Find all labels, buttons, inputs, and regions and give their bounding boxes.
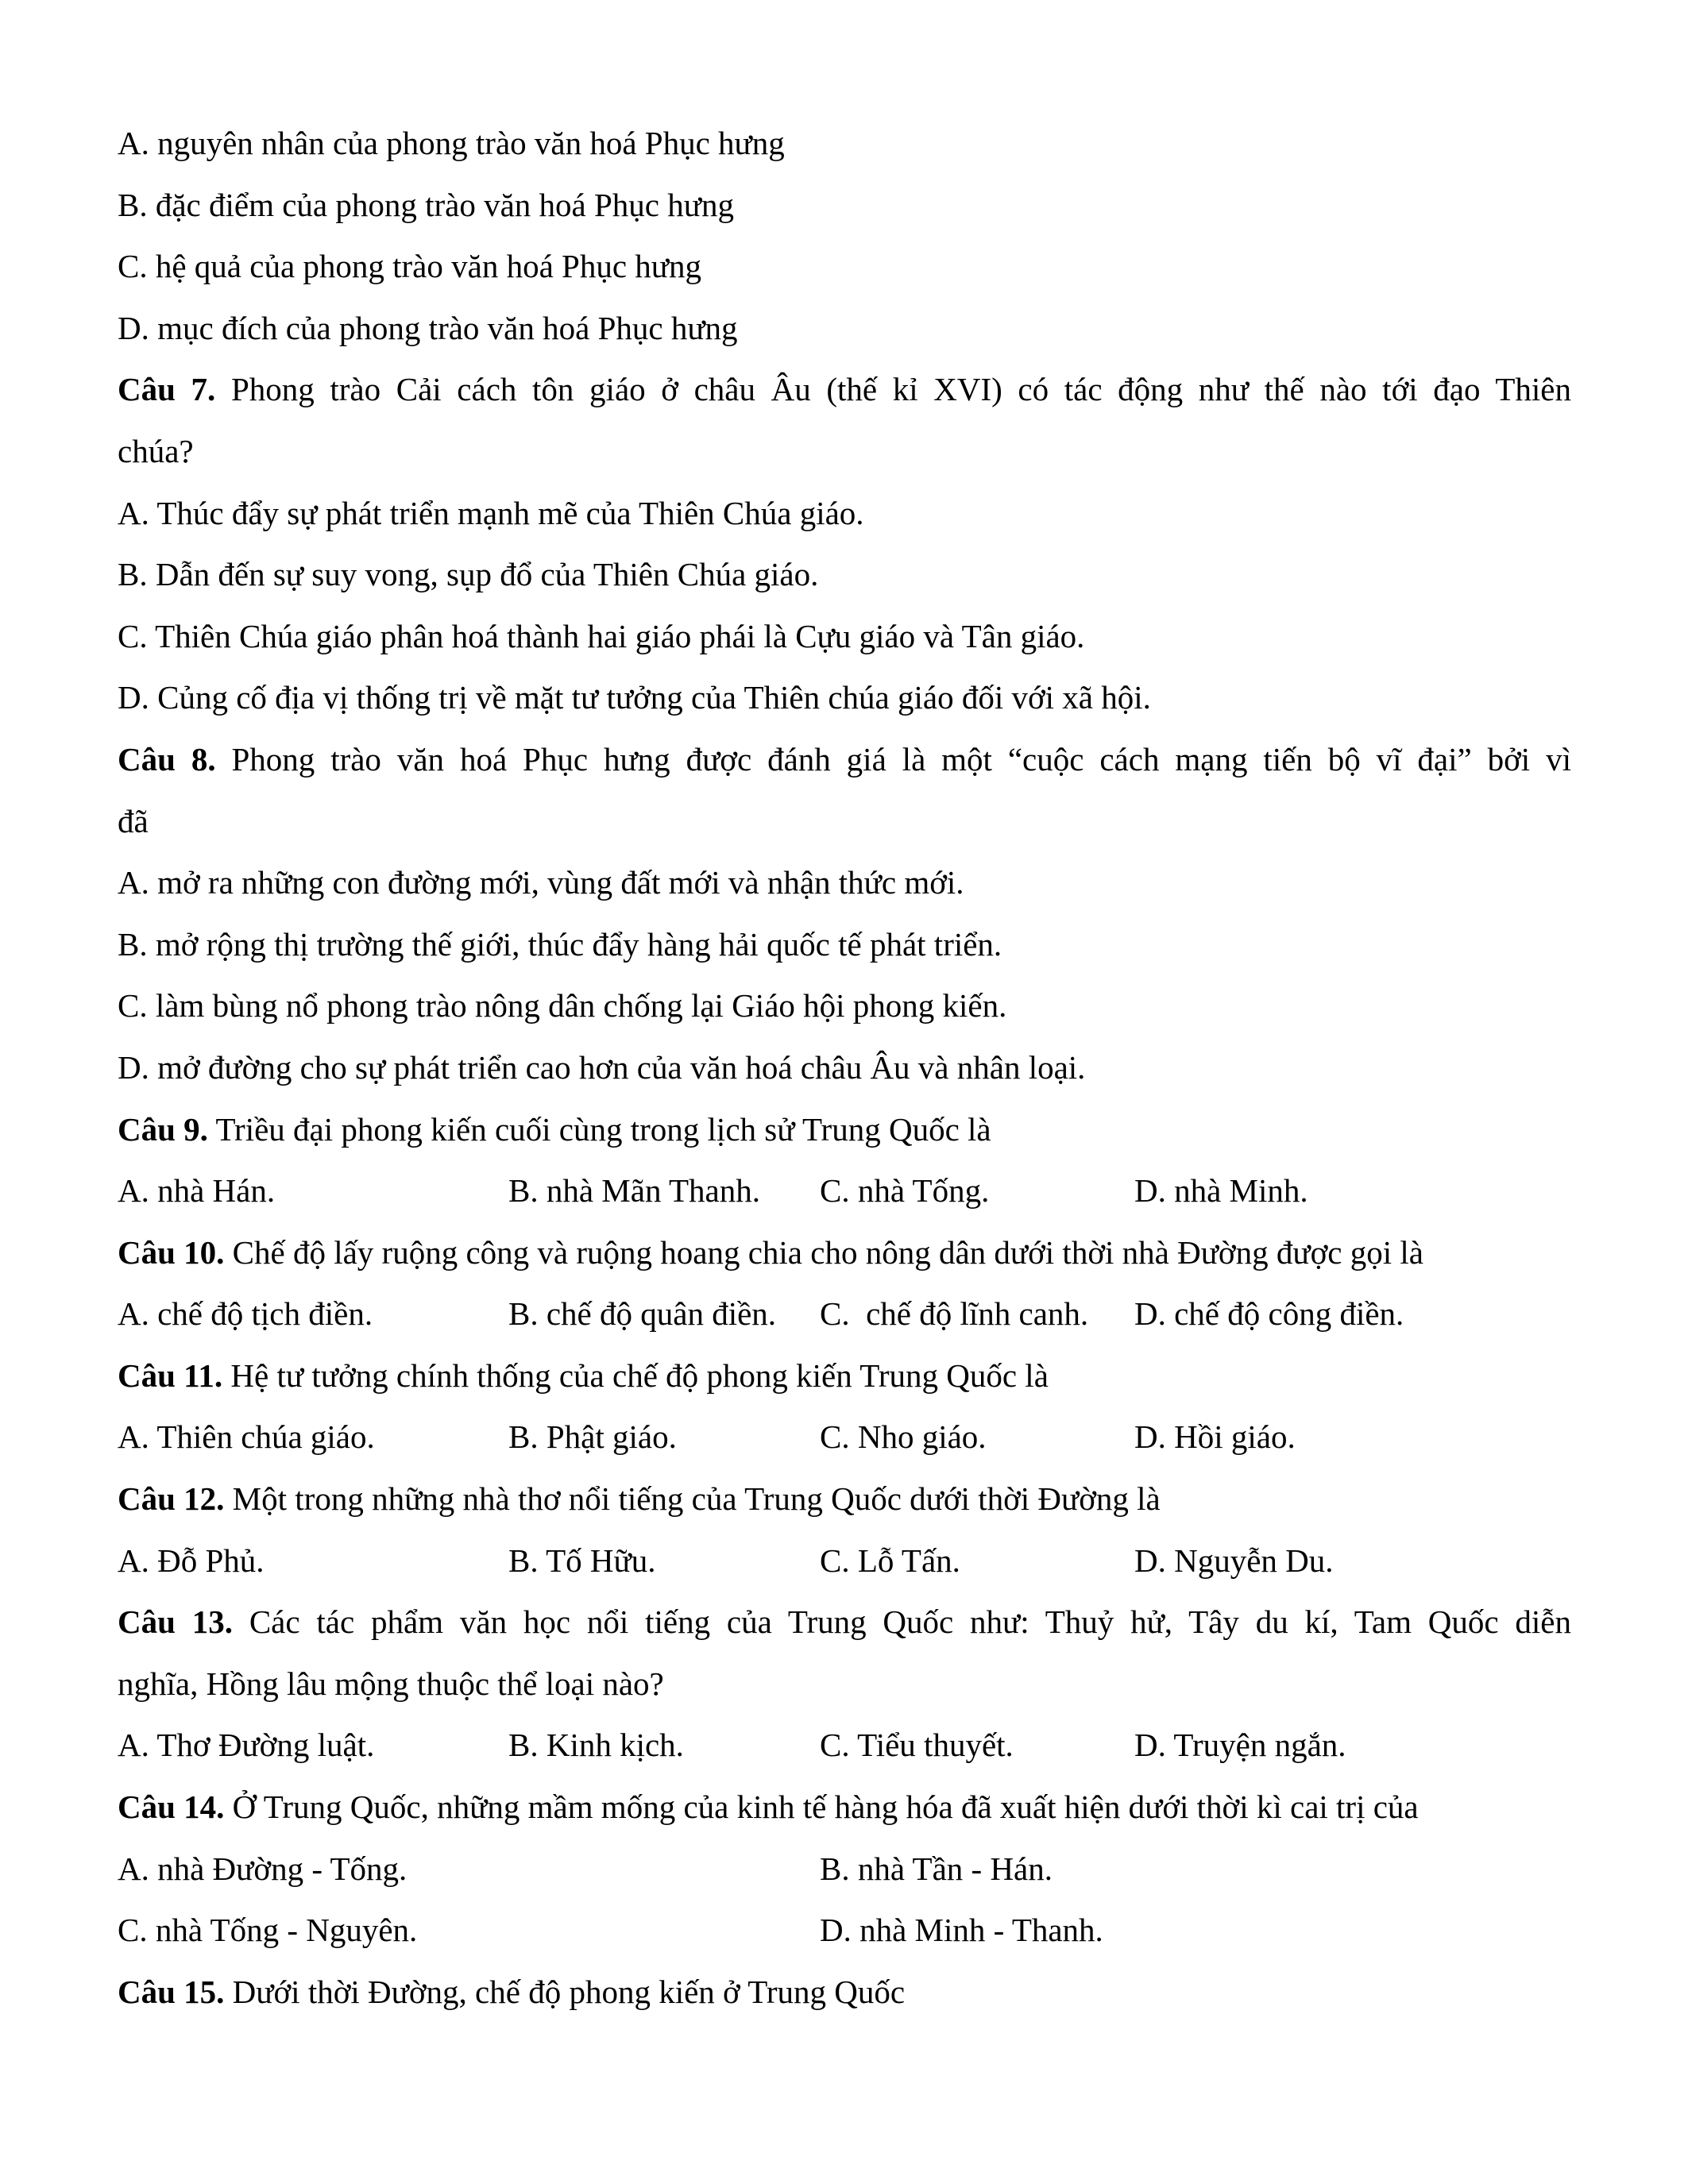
question-13-stem [118,1592,1571,1653]
question-text: Chế độ lấy ruộng công và ruộng hoang chia cho nông dân dưới thời nhà Đường được gọi là [232,1233,1423,1271]
option-a: A. Đỗ Phủ. [118,1542,265,1579]
question-10-options [118,1283,1571,1345]
option-c: C. Tiểu thuyết. [820,1727,1014,1764]
question-text: Một trong những nhà thơ nổi tiếng của Trung Quốc dưới thời Đường là [232,1480,1161,1518]
question-10-stem [118,1222,1571,1284]
option-d: D. mục đích của phong trào văn hoá Phục hưng [118,309,738,346]
option-d: D. Nguyễn Du. [1134,1542,1334,1579]
option-b: B. đặc điểm của phong trào văn hoá Phục hưng [118,186,734,223]
question-text: Triều đại phong kiến cuối cùng trong lịch sử Trung Quốc là [215,1110,991,1148]
option-d: D. nhà Minh. [1134,1172,1308,1210]
option-d: D. Củng cố địa vị thống trị về mặt tư tưởng của Thiên chúa giáo đối với xã hội. [118,679,1151,716]
question-text: Dưới thời Đường, chế độ phong kiến ở Trung Quốc [232,1973,906,2010]
question-text: Ở Trung Quốc, những mầm mống của kinh tế hàng hóa đã xuất hiện dưới thời kì cai trị của [232,1788,1419,1826]
option-b: B. chế độ quân điền. [508,1295,777,1333]
question-list [118,113,1571,2023]
question-14-stem [118,1777,1571,1839]
question-number: Câu 12. [118,1480,225,1518]
question-text: Phong trào văn hoá Phục hưng được đánh giá là một “cuộc cách mạng tiến bộ vĩ đại” bởi vì [231,740,1571,778]
question-14-options-row2 [118,1900,1571,1962]
option-c: C. Nho giáo. [820,1418,987,1456]
option-d: D. mở đường cho sự phát triển cao hơn của văn hoá châu Âu và nhân loại. [118,1048,1086,1086]
option-a: A. chế độ tịch điền. [118,1295,373,1333]
question-13-stem-cont: nghĩa, Hồng lâu mộng thuộc thể loại nào? [118,1665,664,1702]
question-text: Phong trào Cải cách tôn giáo ở châu Âu (thế kỉ XVI) có tác động như thế nào tới đạo Thiên [230,371,1571,408]
question-number: Câu 10. [118,1233,225,1271]
question-15-stem [118,1962,1571,2024]
question-number: Câu 11. [118,1356,223,1394]
option-c: C. nhà Tống - Nguyên. [118,1912,418,1949]
question-11-options [118,1406,1571,1468]
question-number: Câu 9. [118,1110,208,1148]
option-a: A. Thơ Đường luật. [118,1727,375,1764]
option-c: C. chế độ lĩnh canh. [820,1295,1089,1333]
option-d: D. chế độ công điền. [1134,1295,1404,1333]
question-9-options [118,1160,1571,1222]
question-7-stem-cont: chúa? [118,432,194,469]
question-12-stem [118,1468,1571,1530]
question-12-options [118,1530,1571,1592]
option-b: B. nhà Tần - Hán. [820,1850,1053,1887]
option-c: C. nhà Tống. [820,1172,990,1210]
option-b: B. Tố Hữu. [508,1542,656,1579]
question-7-stem [118,359,1571,421]
option-d: D. Hồi giáo. [1134,1418,1296,1456]
question-number: Câu 7. [118,371,216,408]
option-b: B. Phật giáo. [508,1418,677,1456]
question-number: Câu 8. [118,740,216,778]
question-8-stem [118,729,1571,791]
option-a: A. nhà Đường - Tống. [118,1850,408,1887]
option-c: C. Thiên Chúa giáo phân hoá thành hai giáo phái là Cựu giáo và Tân giáo. [118,617,1085,654]
option-c: C. làm bùng nổ phong trào nông dân chống lại Giáo hội phong kiến. [118,987,1007,1024]
option-d: D. nhà Minh - Thanh. [820,1912,1103,1949]
option-b: B. Dẫn đến sự suy vong, sụp đổ của Thiên Chúa giáo. [118,556,819,593]
question-text: Các tác phẩm văn học nổi tiếng của Trung Quốc như: Thuỷ hử, Tây du kí, Tam Quốc diễn [249,1603,1571,1641]
option-b: B. mở rộng thị trường thế giới, thúc đẩy hàng hải quốc tế phát triển. [118,925,1002,963]
question-text: Hệ tư tưởng chính thống của chế độ phong kiến Trung Quốc là [230,1356,1049,1394]
question-number: Câu 14. [118,1788,225,1826]
option-a: A. Thúc đẩy sự phát triển mạnh mẽ của Thiên Chúa giáo. [118,494,864,531]
option-b: B. Kinh kịch. [508,1727,684,1764]
option-a: A. mở ra những con đường mới, vùng đất mới và nhận thức mới. [118,864,964,901]
question-14-options-row1 [118,1839,1571,1900]
question-9-stem [118,1099,1571,1161]
option-c: C. Lỗ Tấn. [820,1542,960,1579]
option-c: C. hệ quả của phong trào văn hoá Phục hưng [118,248,701,285]
question-11-stem [118,1345,1571,1407]
option-a: A. Thiên chúa giáo. [118,1418,375,1456]
question-8-stem-cont: đã [118,802,149,839]
question-number: Câu 15. [118,1973,225,2010]
option-a: A. nhà Hán. [118,1172,276,1210]
option-d: D. Truyện ngắn. [1134,1727,1346,1764]
question-13-options [118,1715,1571,1777]
question-number: Câu 13. [118,1603,233,1641]
option-b: B. nhà Mãn Thanh. [508,1172,760,1210]
option-a: A. nguyên nhân của phong trào văn hoá Phục hưng [118,125,785,161]
